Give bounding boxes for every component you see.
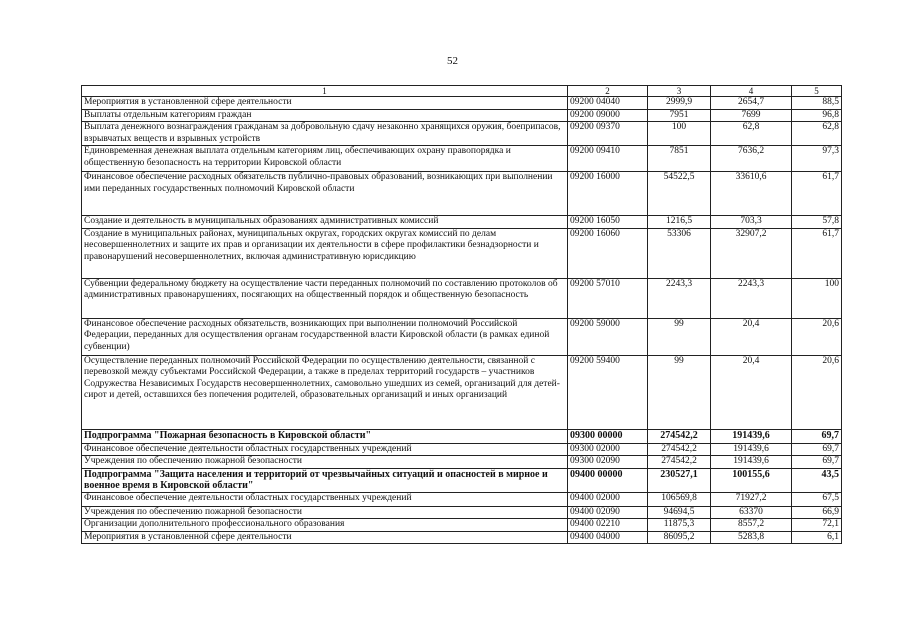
table-row — [82, 228, 842, 278]
row-value-col5: 43,5 — [792, 468, 842, 492]
row-name-cell: Выплаты отдельным категориям граждан — [82, 109, 568, 122]
row-code-cell: 09200 04040 — [568, 97, 648, 110]
row-code-cell: 09300 02000 — [568, 443, 648, 456]
row-name-cell: Финансовое обеспечение деятельности областных государственных учреждений — [82, 443, 568, 456]
row-value-col4: 191439,6 — [711, 443, 792, 456]
row-code-cell: 09200 09410 — [568, 146, 648, 172]
row-code-cell: 09400 02000 — [568, 492, 648, 506]
row-value-col5: 6,1 — [792, 531, 842, 544]
row-code-cell: 09400 04000 — [568, 531, 648, 544]
table-row — [82, 97, 842, 110]
row-value-col4: 100155,6 — [711, 468, 792, 492]
header-row — [82, 86, 842, 97]
row-value-col3: 7951 — [648, 109, 711, 122]
row-value-col3: 94694,5 — [648, 506, 711, 519]
row-value-col3: 106569,8 — [648, 492, 711, 506]
row-value-col5: 67,5 — [792, 492, 842, 506]
row-value-col3: 54522,5 — [648, 172, 711, 216]
row-value-col4: 62,8 — [711, 122, 792, 146]
row-value-col3: 100 — [648, 122, 711, 146]
row-value-col4: 20,4 — [711, 318, 792, 355]
row-value-col5: 69,7 — [792, 429, 842, 443]
header-col-5: 5 — [792, 86, 842, 97]
row-name-cell: Подпрограмма "Пожарная безопасность в Кировской области" — [82, 429, 568, 443]
table-row — [82, 506, 842, 519]
row-value-col4: 191439,6 — [711, 456, 792, 469]
row-code-cell: 09300 00000 — [568, 429, 648, 443]
row-value-col5: 61,7 — [792, 228, 842, 278]
row-value-col5: 20,6 — [792, 355, 842, 429]
table-row — [82, 278, 842, 318]
row-code-cell: 09300 02090 — [568, 456, 648, 469]
row-name-cell: Учреждения по обеспечению пожарной безопасности — [82, 506, 568, 519]
row-name-cell: Подпрограмма "Защита населения и территорий от чрезвычайных ситуаций и опасностей в мирное и военное время в Кировской области" — [82, 468, 568, 492]
row-value-col5: 62,8 — [792, 122, 842, 146]
budget-table — [81, 85, 842, 544]
row-code-cell: 09200 16050 — [568, 216, 648, 229]
header-col-1: 1 — [82, 86, 568, 97]
row-value-col3: 1216,5 — [648, 216, 711, 229]
row-value-col3: 274542,2 — [648, 429, 711, 443]
row-value-col3: 7851 — [648, 146, 711, 172]
row-value-col4: 2654,7 — [711, 97, 792, 110]
table-row — [82, 146, 842, 172]
table-row — [82, 531, 842, 544]
row-value-col5: 88,5 — [792, 97, 842, 110]
row-value-col5: 100 — [792, 278, 842, 318]
row-name-cell: Мероприятия в установленной сфере деятельности — [82, 97, 568, 110]
row-value-col3: 2999,9 — [648, 97, 711, 110]
row-name-cell: Субвенции федеральному бюджету на осуществление части переданных полномочий по составлению протоколов об административных правонарушениях, посягающих на общественный порядок и общественную безопасность — [82, 278, 568, 318]
table-row — [82, 443, 842, 456]
table-body — [82, 97, 842, 544]
row-value-col5: 57,8 — [792, 216, 842, 229]
table-row — [82, 429, 842, 443]
row-value-col3: 274542,2 — [648, 443, 711, 456]
row-value-col5: 72,1 — [792, 519, 842, 532]
page-number: 52 — [447, 55, 458, 67]
row-code-cell: 09200 16060 — [568, 228, 648, 278]
row-name-cell: Учреждения по обеспечению пожарной безопасности — [82, 456, 568, 469]
row-code-cell: 09200 59000 — [568, 318, 648, 355]
row-value-col4: 33610,6 — [711, 172, 792, 216]
row-value-col3: 99 — [648, 318, 711, 355]
row-name-cell: Единовременная денежная выплата отдельным категориям лиц, обеспечивающих охрану правопорядка и общественную безопасность на территории Кировской области — [82, 146, 568, 172]
row-value-col3: 230527,1 — [648, 468, 711, 492]
row-value-col5: 61,7 — [792, 172, 842, 216]
row-value-col3: 86095,2 — [648, 531, 711, 544]
row-code-cell: 09200 59400 — [568, 355, 648, 429]
row-value-col4: 8557,2 — [711, 519, 792, 532]
row-code-cell: 09400 00000 — [568, 468, 648, 492]
row-value-col3: 2243,3 — [648, 278, 711, 318]
row-value-col4: 63370 — [711, 506, 792, 519]
table-row — [82, 109, 842, 122]
row-code-cell: 09400 02210 — [568, 519, 648, 532]
row-value-col5: 69,7 — [792, 443, 842, 456]
row-code-cell: 09200 09000 — [568, 109, 648, 122]
row-value-col5: 20,6 — [792, 318, 842, 355]
row-code-cell: 09400 02090 — [568, 506, 648, 519]
row-value-col4: 20,4 — [711, 355, 792, 429]
row-name-cell: Финансовое обеспечение расходных обязательств публично-правовых образований, возникающих при выполнении ими переданных государственных полномочий Кировской области — [82, 172, 568, 216]
row-name-cell: Мероприятия в установленной сфере деятельности — [82, 531, 568, 544]
row-value-col4: 191439,6 — [711, 429, 792, 443]
row-name-cell: Организации дополнительного профессионального образования — [82, 519, 568, 532]
row-value-col4: 703,3 — [711, 216, 792, 229]
row-name-cell: Финансовое обеспечение расходных обязательств, возникающих при выполнении полномочий Российской Федерации, переданных для осуществления органам государственной власти Кировской области (в рамках единой субвенции) — [82, 318, 568, 355]
row-value-col5: 69,7 — [792, 456, 842, 469]
table-row — [82, 172, 842, 216]
row-value-col5: 96,8 — [792, 109, 842, 122]
row-value-col4: 5283,8 — [711, 531, 792, 544]
table-row — [82, 468, 842, 492]
row-value-col4: 7636,2 — [711, 146, 792, 172]
header-col-4: 4 — [711, 86, 792, 97]
row-value-col4: 32907,2 — [711, 228, 792, 278]
table-row — [82, 355, 842, 429]
row-value-col5: 97,3 — [792, 146, 842, 172]
row-name-cell: Создание и деятельность в муниципальных образованиях административных комиссий — [82, 216, 568, 229]
table-row — [82, 216, 842, 229]
row-code-cell: 09200 57010 — [568, 278, 648, 318]
table-row — [82, 456, 842, 469]
row-name-cell: Финансовое обеспечение деятельности областных государственных учреждений — [82, 492, 568, 506]
table-row — [82, 519, 842, 532]
table-row — [82, 492, 842, 506]
row-value-col3: 53306 — [648, 228, 711, 278]
table-row — [82, 318, 842, 355]
row-name-cell: Осуществление переданных полномочий Российской Федерации по осуществлению деятельности, связанной с перевозкой между субъектами Российской Федерации, а также в пределах территорий государств – участников Содружества Независимых Государств несовершеннолетних, самовольно ушедших из семей, организаций для детей-сирот и детей, оставшихся без попечения родителей, образовательных организаций и иных организаций — [82, 355, 568, 429]
row-value-col4: 71927,2 — [711, 492, 792, 506]
row-name-cell: Создание в муниципальных районах, муниципальных округах, городских округах комиссий по делам несовершеннолетних и защите их прав и организации их деятельности в сфере профилактики безнадзорности и правонарушений несовершеннолетних, включая административную юрисдикцию — [82, 228, 568, 278]
row-name-cell: Выплата денежного вознаграждения гражданам за добровольную сдачу незаконно хранящихся оружия, боеприпасов, взрывчатых веществ и взрывных устройств — [82, 122, 568, 146]
header-col-2: 2 — [568, 86, 648, 97]
row-value-col4: 7699 — [711, 109, 792, 122]
row-value-col3: 11875,3 — [648, 519, 711, 532]
row-code-cell: 09200 09370 — [568, 122, 648, 146]
row-code-cell: 09200 16000 — [568, 172, 648, 216]
row-value-col5: 66,9 — [792, 506, 842, 519]
row-value-col4: 2243,3 — [711, 278, 792, 318]
table-row — [82, 122, 842, 146]
row-value-col3: 99 — [648, 355, 711, 429]
row-value-col3: 274542,2 — [648, 456, 711, 469]
header-col-3: 3 — [648, 86, 711, 97]
